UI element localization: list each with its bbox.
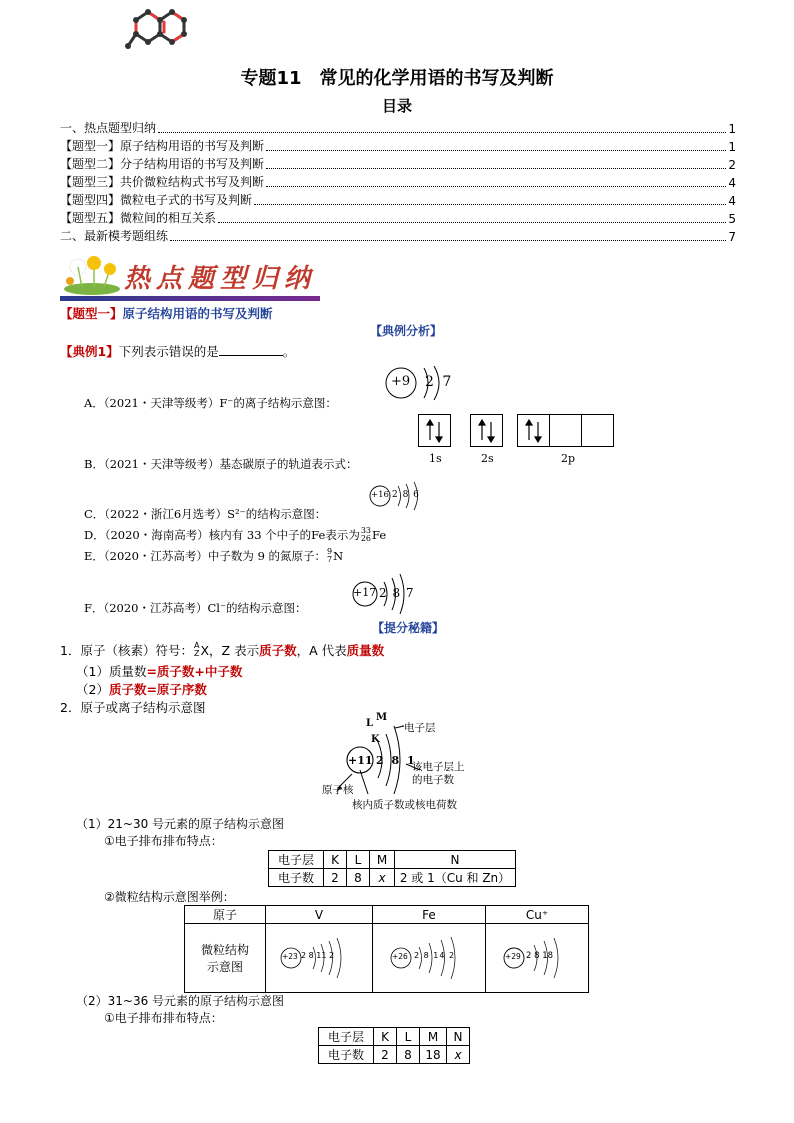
- option-f: F．（2020・江苏高考）Cl⁻的结构示意图：: [84, 601, 307, 615]
- shell-letter-m: M: [376, 712, 388, 723]
- table-cell: 8: [397, 1046, 420, 1064]
- element-symbol: N: [333, 549, 344, 563]
- example-analysis-tag: 【典例分析】: [370, 324, 443, 338]
- table-row: [319, 1046, 470, 1064]
- table-cell: N: [395, 851, 516, 869]
- toc-item[interactable]: [60, 154, 736, 172]
- toc-leader: [266, 186, 726, 187]
- example-label: 【典例1】: [60, 344, 119, 359]
- orbital-label-1s: 1s: [429, 452, 442, 465]
- toc-item[interactable]: [60, 118, 736, 136]
- label-electron-count-2: 的电子数: [412, 774, 454, 786]
- element-symbol: Fe: [372, 528, 387, 542]
- toc-item-label: 二、最新模考题组练: [60, 229, 169, 243]
- shell-letter-k: K: [371, 734, 380, 745]
- toc-item-label: 【题型一】原子结构用语的书写及判断: [60, 139, 265, 153]
- toc-item-page: 4: [728, 176, 736, 190]
- tip-1: [60, 641, 384, 659]
- mass-number: A: [193, 641, 200, 650]
- tips-tag: 【提分秘籍】: [372, 621, 445, 635]
- part21-heading: （1）21~30 号元素的原子结构示意图: [76, 817, 285, 831]
- answer-blank[interactable]: [219, 343, 283, 356]
- electron-table-31-36: [318, 1027, 470, 1064]
- section-tag: 【题型一】: [60, 306, 123, 321]
- cu-shells: 2 8 18: [526, 951, 554, 961]
- toc-leader: [218, 222, 726, 223]
- label-electron-layer: 电子层: [404, 722, 436, 734]
- naphthalene-logo-icon: [122, 2, 194, 58]
- toc-item-label: 【题型三】共价微粒结构式书写及判断: [60, 175, 265, 189]
- part21-sub2: ②微粒结构示意图举例：: [104, 890, 235, 904]
- element-symbol: X: [200, 642, 210, 658]
- table-row: [319, 1028, 470, 1046]
- table-header: Fe: [373, 906, 486, 924]
- table-row: [269, 869, 516, 887]
- table-cell: 电子数: [269, 869, 324, 887]
- option-e: [84, 548, 343, 564]
- cu-nucleus: +29: [505, 952, 521, 961]
- mass-number: 9: [327, 547, 333, 556]
- table-cell: L: [347, 851, 370, 869]
- part31-sub1: ①电子排布排布特点：: [104, 1011, 223, 1025]
- toc-item-label: 【题型五】微粒间的相互关系: [60, 211, 217, 225]
- table-cell: K: [374, 1028, 397, 1046]
- table-cell: N: [447, 1028, 470, 1046]
- table-cell: 电子层: [319, 1028, 374, 1046]
- tip-2: 2．原子或离子结构示意图: [60, 700, 206, 715]
- cu-structure-diagram: [502, 935, 572, 981]
- v-structure-cell: [266, 924, 373, 993]
- option-e-text: E．（2020・江苏高考）中子数为 9 的氮原子：: [84, 549, 327, 563]
- option-d: [84, 527, 386, 543]
- toc-item[interactable]: [60, 136, 736, 154]
- s-ion-nucleus: +16: [371, 490, 389, 500]
- toc-item-page: 1: [728, 140, 736, 154]
- cl-ion-nucleus: +17: [353, 586, 377, 599]
- table-cell: 8: [347, 869, 370, 887]
- label-nuclear-charge: 核内质子数或核电荷数: [352, 799, 457, 811]
- section-title: 原子结构用语的书写及判断: [122, 306, 273, 321]
- section-heading: [60, 304, 273, 322]
- fe-structure-diagram: [389, 935, 469, 981]
- tip-1-text: ，Z 表示: [209, 643, 260, 658]
- row-label-line-1: 微粒结构: [200, 943, 249, 957]
- isotope-index: [361, 527, 371, 543]
- toc-item-page: 2: [728, 158, 736, 172]
- toc-leader: [254, 204, 726, 205]
- toc-item-page: 5: [728, 212, 736, 226]
- table-cell: 2: [374, 1046, 397, 1064]
- row-label-line-2: 示意图: [206, 960, 243, 974]
- toc-title: 目录: [381, 97, 412, 115]
- tip-1a: [76, 662, 242, 680]
- option-c: C．（2022・浙江6月选考）S²⁻的结构示意图：: [84, 507, 327, 521]
- table-header: V: [266, 906, 373, 924]
- tip-1b-highlight: 质子数=原子序数: [108, 682, 207, 697]
- toc-item-page: 4: [728, 194, 736, 208]
- table-cell: [185, 924, 266, 993]
- toc-item-label: 一、热点题型归纳: [60, 121, 157, 135]
- table-cell: M: [420, 1028, 447, 1046]
- isotope-index: [327, 548, 332, 564]
- table-cell: M: [370, 851, 395, 869]
- toc-leader: [266, 168, 726, 169]
- table-cell: L: [397, 1028, 420, 1046]
- v-structure-diagram: [279, 935, 359, 981]
- tip-1b-text: （2）: [76, 682, 109, 697]
- v-shells: 2 8 11 2: [301, 951, 335, 960]
- banner-title: 热点题型归纳: [124, 264, 317, 294]
- table-row: [185, 924, 589, 993]
- tip-1-highlight: 质子数: [259, 643, 297, 658]
- part21-sub1: ①电子排布排布特点：: [104, 834, 223, 848]
- tip-1a-text: （1）质量数: [76, 664, 147, 679]
- toc-leader: [266, 150, 726, 151]
- f-ion-shells: 2 7: [425, 374, 454, 390]
- label-nucleus: 原子核: [322, 784, 354, 796]
- table-cell: 2: [324, 869, 347, 887]
- toc-leader: [170, 240, 726, 241]
- page-title: 专题11 常见的化学用语的书写及判断: [240, 68, 554, 89]
- toc-item[interactable]: [60, 208, 736, 226]
- tip-1-text: 1．原子（核素）符号：: [60, 643, 193, 658]
- orbital-label-2p: 2p: [561, 452, 576, 465]
- toc-item-page: 1: [728, 122, 736, 136]
- table-cell: x: [447, 1046, 470, 1064]
- cl-ion-shells: 2 8 7: [379, 586, 415, 600]
- option-b: B．（2021・天津等级考）基态碳原子的轨道表示式：: [84, 457, 358, 471]
- tip-1b: [76, 680, 207, 698]
- structure-nucleus: +11: [348, 754, 373, 767]
- toc-item-page: 7: [728, 230, 736, 244]
- table-row: [269, 851, 516, 869]
- table-cell: 2 或 1（Cu 和 Zn）: [395, 869, 516, 887]
- nuclide-index: [194, 642, 199, 658]
- dandelion-banner-icon: [60, 255, 124, 297]
- option-d-text: D．（2020・海南高考）核内有 33 个中子的Fe表示为: [84, 528, 360, 542]
- label-electron-count-1: 该电子层上: [412, 761, 465, 773]
- example-end: 。: [282, 344, 296, 359]
- table-cell: K: [324, 851, 347, 869]
- electron-table-21-30: [268, 850, 516, 887]
- tip-1a-highlight: =质子数+中子数: [146, 664, 243, 679]
- carbon-orbital-diagram: [418, 414, 614, 450]
- example-question: [60, 342, 295, 360]
- v-nucleus: +23: [282, 952, 298, 961]
- f-ion-nucleus: +9: [391, 374, 411, 389]
- banner-underline: [60, 296, 320, 301]
- tip-1-text: ，A 代表: [296, 643, 347, 658]
- shell-letter-l: L: [366, 718, 374, 729]
- toc-item[interactable]: [60, 226, 736, 244]
- fe-structure-cell: [373, 924, 486, 993]
- table-cell: 18: [420, 1046, 447, 1064]
- structure-shells: 2 8 1: [376, 754, 417, 767]
- s-ion-shells: 2 8 6: [392, 490, 420, 500]
- atomic-number: Z: [193, 649, 200, 658]
- orbital-label-2s: 2s: [481, 452, 494, 465]
- tip-1-highlight: 质量数: [346, 643, 385, 658]
- toc-item-label: 【题型四】微粒电子式的书写及判断: [60, 193, 253, 207]
- table-header: Cu⁺: [486, 906, 589, 924]
- cu-structure-cell: [486, 924, 589, 993]
- toc-leader: [158, 132, 726, 133]
- table-header: 原子: [185, 906, 266, 924]
- option-a: A．（2021・天津等级考）F⁻的离子结构示意图：: [84, 396, 337, 410]
- part31-heading: （2）31~36 号元素的原子结构示意图: [76, 994, 285, 1008]
- toc-item[interactable]: [60, 172, 736, 190]
- table-cell: 电子数: [319, 1046, 374, 1064]
- atomic-number: 7: [327, 555, 333, 564]
- mass-number: 33: [360, 526, 372, 535]
- toc-item-label: 【题型二】分子结构用语的书写及判断: [60, 157, 265, 171]
- toc-item[interactable]: [60, 190, 736, 208]
- fe-nucleus: +26: [392, 952, 408, 961]
- table-cell: x: [370, 869, 395, 887]
- example-question-text: 下列表示错误的是: [118, 344, 219, 359]
- particle-structure-table: [184, 905, 589, 993]
- table-row: [185, 906, 589, 924]
- fe-shells: 2 8 14 2: [414, 951, 456, 960]
- atomic-number: 26: [360, 534, 372, 543]
- table-cell: 电子层: [269, 851, 324, 869]
